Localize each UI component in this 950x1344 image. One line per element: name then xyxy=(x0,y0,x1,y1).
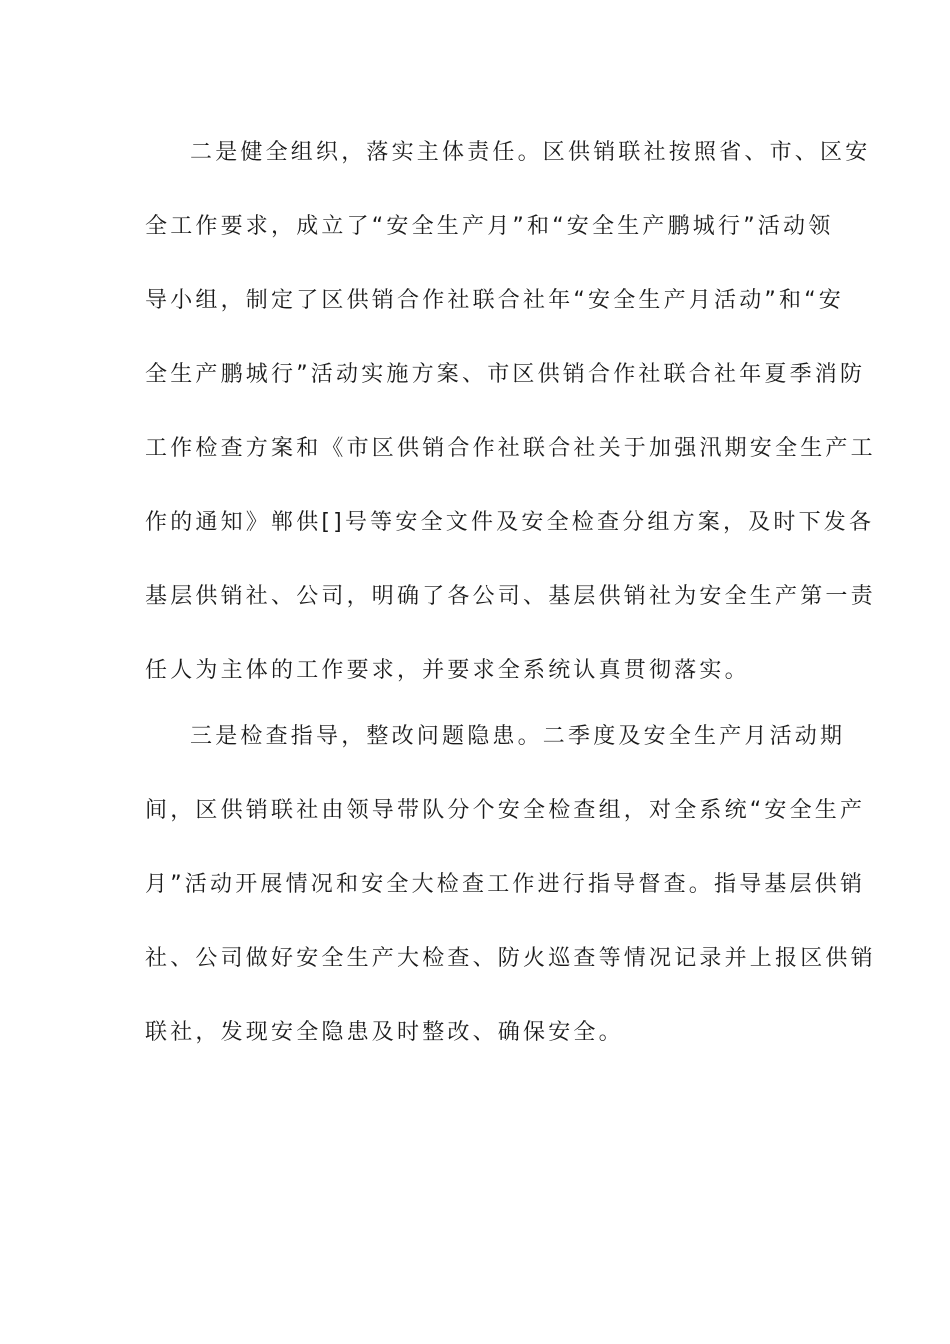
paragraph-line: 基层供销社、公司，明确了各公司、基层供销社为安全生产第一责 xyxy=(145,584,876,609)
paragraph-line: 间，区供销联社由领导带队分个安全检查组，对全系统“安全生产 xyxy=(145,798,866,823)
paragraph-line: 二是健全组织，落实主体责任。区供销联社按照省、市、区安 xyxy=(190,140,871,165)
paragraph-line: 任人为主体的工作要求，并要求全系统认真贯彻落实。 xyxy=(145,658,750,683)
paragraph-line: 三是检查指导，整改问题隐患。二季度及安全生产月活动期 xyxy=(190,724,846,749)
paragraph-line: 全生产鹏城行”活动实施方案、市区供销合作社联合社年夏季消防 xyxy=(145,362,866,387)
paragraph-line: 导小组，制定了区供销合作社联合社年“安全生产月活动”和“安 xyxy=(145,288,844,313)
paragraph-line: 社、公司做好安全生产大检查、防火巡查等情况记录并上报区供销 xyxy=(145,946,876,971)
paragraph-line: 作的通知》郸供[]号等安全文件及安全检查分组方案，及时下发各 xyxy=(145,510,875,535)
paragraph-line: 全工作要求，成立了“安全生产月”和“安全生产鹏城行”活动领 xyxy=(145,214,834,239)
paragraph-line: 联社，发现安全隐患及时整改、确保安全。 xyxy=(145,1020,624,1045)
paragraph-line: 工作检查方案和《市区供销合作社联合社关于加强汛期安全生产工 xyxy=(145,436,876,461)
paragraph-line: 月”活动开展情况和安全大检查工作进行指导督查。指导基层供销 xyxy=(145,872,866,897)
